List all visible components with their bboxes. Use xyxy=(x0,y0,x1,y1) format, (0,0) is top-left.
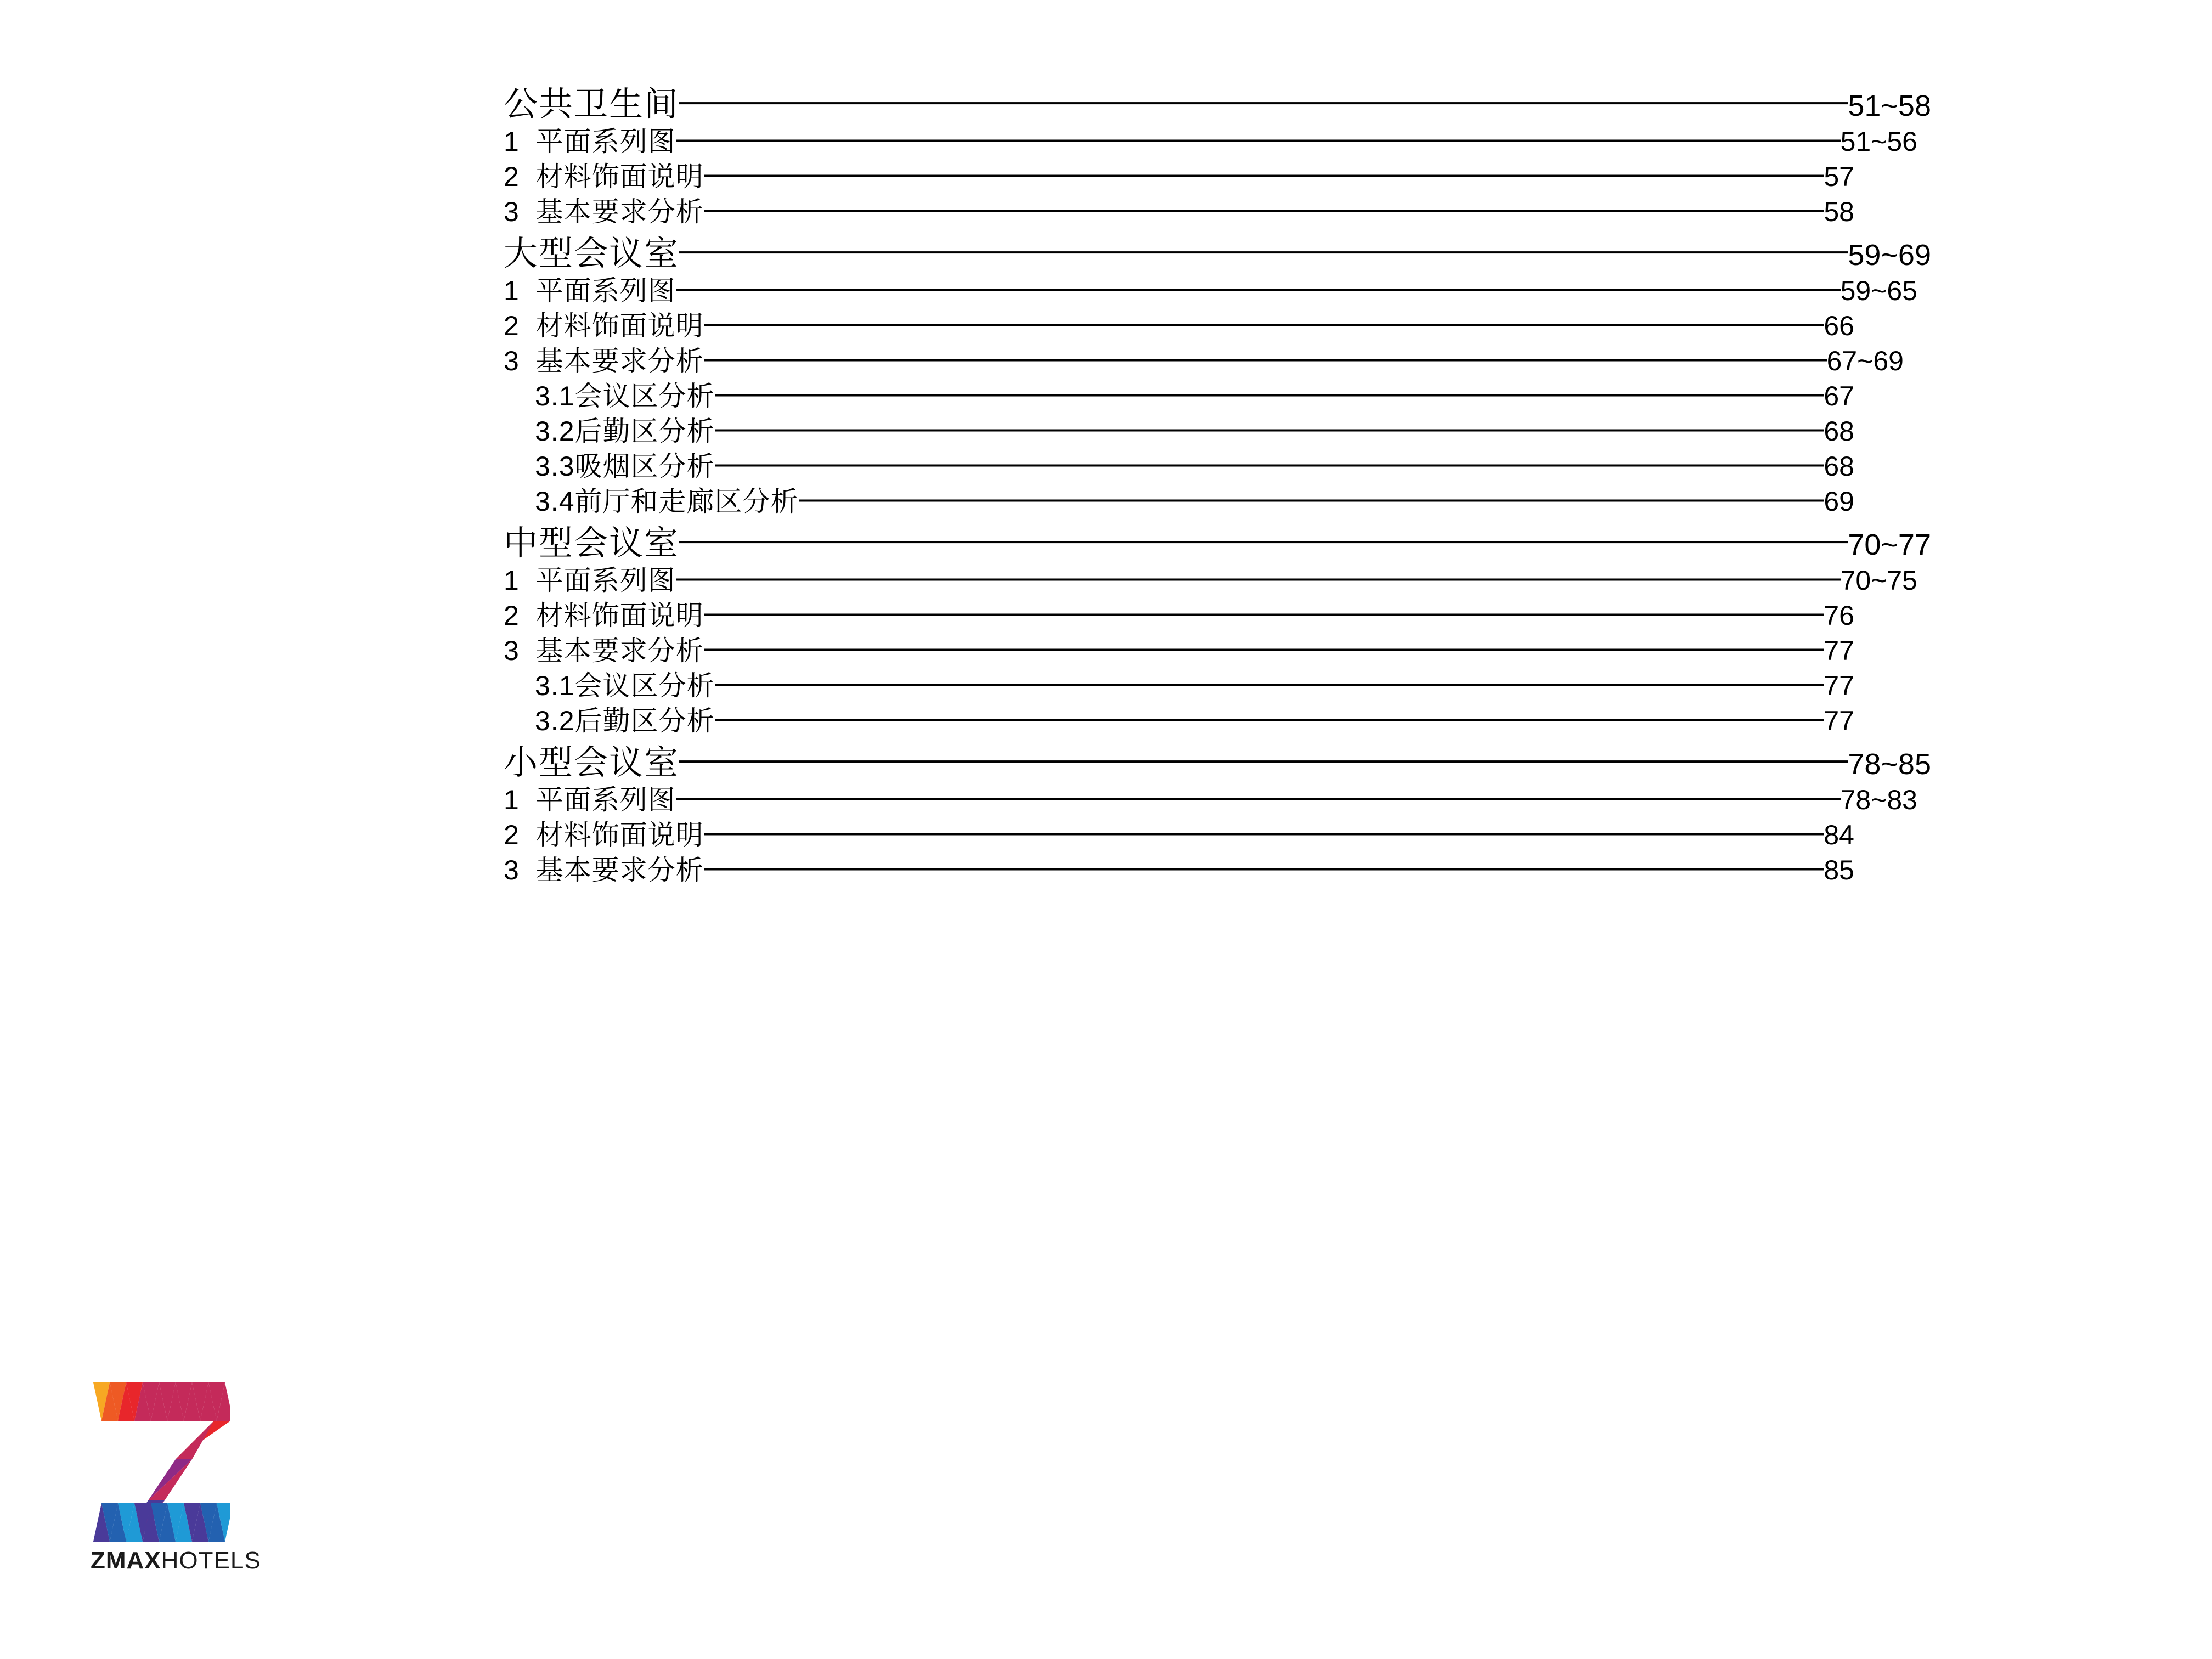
toc-subitem xyxy=(535,444,1854,484)
toc-page-number: 77 xyxy=(1824,635,1854,666)
toc-label: 3.1会议区分析 xyxy=(535,670,715,701)
toc-subitem xyxy=(535,479,1854,519)
toc-page-number: 51~56 xyxy=(1840,126,1917,157)
toc-page-number: 69 xyxy=(1824,486,1854,517)
toc-page-number: 84 xyxy=(1824,820,1854,850)
toc-page-number: 77 xyxy=(1824,706,1854,736)
toc-leader-line xyxy=(679,760,1848,763)
toc-leader-line xyxy=(704,649,1824,651)
toc-section xyxy=(504,226,1931,275)
toc-label: 3.3吸烟区分析 xyxy=(535,451,715,482)
toc-leader-line xyxy=(799,500,1824,502)
toc-leader-line xyxy=(704,324,1824,326)
toc-item xyxy=(504,558,1917,598)
toc-item xyxy=(504,155,1854,194)
toc-leader-line xyxy=(715,430,1824,432)
toc-item xyxy=(504,120,1917,159)
toc-page-number: 66 xyxy=(1824,311,1854,341)
toc-leader-line xyxy=(715,719,1824,721)
toc-leader-line xyxy=(715,684,1824,686)
toc-leader-line xyxy=(676,579,1841,581)
brand-wordmark xyxy=(91,1547,261,1575)
zmax-z-icon xyxy=(88,1383,230,1542)
toc-leader-line xyxy=(704,210,1824,212)
toc-item xyxy=(504,190,1854,229)
toc-page-number: 70~77 xyxy=(1848,528,1931,561)
toc-section xyxy=(504,77,1931,126)
toc-label: 3.2后勤区分析 xyxy=(535,416,715,447)
toc-page-number: 70~75 xyxy=(1840,565,1917,596)
toc-leader-line xyxy=(679,541,1848,543)
toc-label: 3 基本要求分析 xyxy=(504,855,704,885)
toc-item xyxy=(504,778,1917,817)
toc-leader-line xyxy=(704,833,1824,836)
toc-page-number: 77 xyxy=(1824,670,1854,701)
toc-subitem xyxy=(535,409,1854,449)
toc-section xyxy=(504,735,1931,784)
toc-label: 3 基本要求分析 xyxy=(504,635,704,666)
toc-subitem xyxy=(535,699,1854,738)
toc-page-number: 67~69 xyxy=(1826,346,1904,376)
toc-subitem xyxy=(535,374,1854,414)
toc-label: 1 平面系列图 xyxy=(504,565,676,596)
toc-label: 3.1会议区分析 xyxy=(535,381,715,411)
toc-leader-line xyxy=(676,798,1841,800)
toc-label: 小型会议室 xyxy=(504,744,680,782)
brand-name-thin: HOTELS xyxy=(161,1547,261,1574)
toc-label: 3.2后勤区分析 xyxy=(535,706,715,736)
toc-page-number: 67 xyxy=(1824,381,1854,411)
toc-label: 3 基本要求分析 xyxy=(504,196,704,227)
toc-section xyxy=(504,516,1931,565)
toc-label: 大型会议室 xyxy=(504,235,680,273)
toc-item xyxy=(504,848,1854,888)
zmax-hotels-logo xyxy=(88,1383,261,1591)
brand-name-bold: ZMAX xyxy=(91,1547,161,1574)
toc-label: 中型会议室 xyxy=(504,524,680,562)
toc-label: 1 平面系列图 xyxy=(504,126,676,157)
toc-page-number: 78~85 xyxy=(1848,748,1931,781)
toc-page-number: 68 xyxy=(1824,416,1854,447)
toc-leader-line xyxy=(676,289,1841,291)
toc-leader-line xyxy=(676,140,1841,142)
toc-leader-line xyxy=(715,394,1824,397)
toc-page-number: 59~65 xyxy=(1840,275,1917,306)
toc-page-number: 58 xyxy=(1824,196,1854,227)
toc-item xyxy=(504,594,1854,633)
toc-label: 公共卫生间 xyxy=(504,86,680,123)
toc-subitem xyxy=(535,664,1854,703)
table-of-contents xyxy=(0,77,2212,900)
toc-label: 3.4前厅和走廊区分析 xyxy=(535,486,799,517)
toc-label: 2 材料饰面说明 xyxy=(504,311,704,341)
toc-item xyxy=(504,339,1904,379)
toc-page-number: 57 xyxy=(1824,161,1854,192)
toc-leader-line xyxy=(704,359,1827,362)
toc-page-number: 78~83 xyxy=(1840,785,1917,815)
toc-leader-line xyxy=(704,868,1824,871)
toc-leader-line xyxy=(704,175,1824,177)
toc-item xyxy=(504,629,1854,668)
toc-leader-line xyxy=(704,614,1824,616)
toc-label: 2 材料饰面说明 xyxy=(504,820,704,850)
toc-item xyxy=(504,269,1917,308)
logo-facet xyxy=(148,1459,192,1500)
toc-leader-line xyxy=(715,465,1824,467)
toc-leader-line xyxy=(679,102,1848,104)
toc-page-number: 59~69 xyxy=(1848,239,1931,272)
toc-label: 1 平面系列图 xyxy=(504,275,676,306)
toc-page-number: 68 xyxy=(1824,451,1854,482)
toc-item xyxy=(504,813,1854,853)
toc-label: 1 平面系列图 xyxy=(504,785,676,815)
toc-leader-line xyxy=(679,251,1848,253)
toc-page-number: 51~58 xyxy=(1848,89,1931,122)
toc-page-number: 76 xyxy=(1824,600,1854,631)
toc-label: 3 基本要求分析 xyxy=(504,346,704,376)
toc-label: 2 材料饰面说明 xyxy=(504,600,704,631)
logo-facet xyxy=(176,1421,214,1459)
toc-label: 2 材料饰面说明 xyxy=(504,161,704,192)
toc-page-number: 85 xyxy=(1824,855,1854,885)
toc-item xyxy=(504,304,1854,343)
